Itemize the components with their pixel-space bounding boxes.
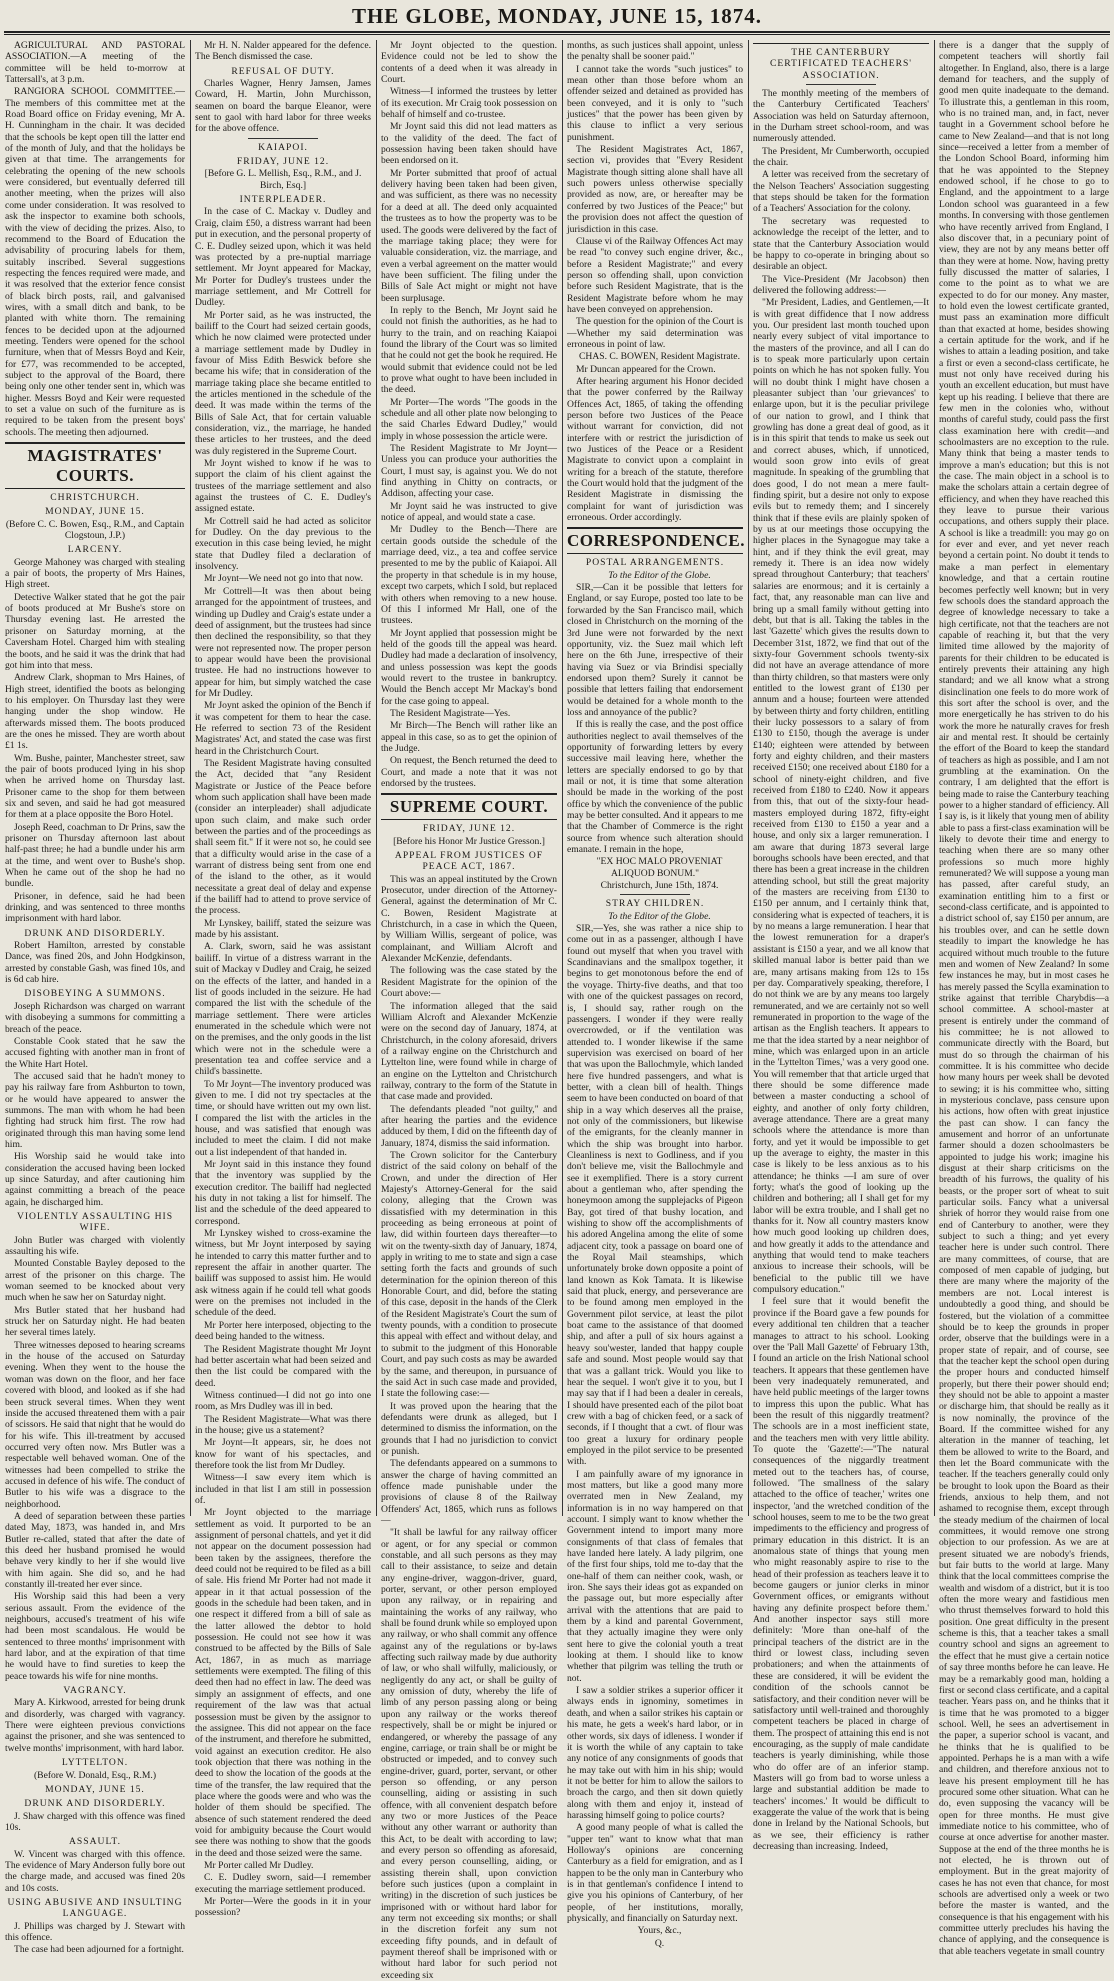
article-paragraph: Mr Joynt—We need not go into that now. [204,573,364,585]
signature-line: CHAS. C. BOWEN, Resident Magistrate. [579,351,740,363]
article-paragraph: His Worship said this had been a very serious assault. From the evidence of the neighbours, accused's treatment of his wife had been most scandalous. He would be sentenced to three months' imprisonment with hard labor, and at the expiration of that time he would have to find sureties to keep the peace towards his wife for nine months. [5,1591,185,1682]
article-paragraph: Mr H. N. Nalder appeared for the defence. The Bench dismissed the case. [195,40,371,63]
article-paragraph: The accused said that he hadn't money to pay his railway fare from Ashburton to town, or he would have appeared to answer the summons. The man with whom he had been fighting had struck him first. The row had originated through this man having some lend him. [5,1070,185,1150]
article-paragraph: Mr Joynt said in this instance they found that the inventory was supplied by the execution creditor. The bailiff had neglected his duty in not taking a list for himself. The list and the schedule of the deed appeared to correspond. [195,1159,371,1227]
case-heading: DRUNK AND DISORDERLY. [24,1798,166,1810]
article-paragraph: The monthly meeting of the members of the Canterbury Certificated Teachers' Association was held on Saturday afternoon, in the Durham street school-room, and was numerously attended. [753,88,929,145]
article-paragraph: SIR,—Can it be possible that letters for England, or say Europe, posted too late to be forwarded by the San Francisco mail, which closed in Christchurch on the morning of the 3rd June were not forwarded by the next opportunity, viz. the Suez mail which left here on the 6th June, irrespective of their having via Suez or via Brindisi specially endorsed upon them? Surely it cannot be possible that letters failing that endorsement would be detained for a whole month to the loss and annoyance of the public? [567,582,743,718]
subheading: MONDAY, JUNE 15. [45,1783,145,1795]
case-heading: VAGRANCY. [63,1685,127,1697]
article-paragraph: AGRICULTURAL AND PASTORAL ASSOCIATION.—A meeting of the committee will be held to-morrow at Tattersall's, at 3 p.m. [5,40,185,86]
article-paragraph: Wm. Bushe, painter, Manchester street, saw the pair of boots produced lying in his shop when he arrived home on Thursday last. Prisoner came to the shop for them between six and seven, and said he had got measured for them at a place opposite the Boro Hotel. [5,752,185,821]
subheading: KAIAPOI. [258,141,308,153]
article-paragraph: Mr Porter—The words "The goods in the schedule and all other plate now belonging to the said Charles Edward Dudley," would imply in whose possession the article were. [381,396,557,442]
article-paragraph: Mr Joynt objected to the marriage settlement as void. It purported to be an assignment of personal chattels, and yet it did not appear on the document possession had been taken by the assignees, therefore the deed could not be required to be filed as a bill of sale. His friend Mr Porter had not made it appear in it that actual possession of the goods in the schedule had been taken, and in one respect it differed from a bill of sale as the latter allowed the debtor to hold possession. He could not see how it was construed to be affected by the Bills of Sale Act, 1867, in as much as marriage settlements were exempted. The filing of this deed then had no effect in law. The deed was simply an assignment of effects, and one requirement of the law was that actual possession must be given by the assignor to the assignee. This did not appear on the face of the instrument, and therefore he submitted, void against an execution creditor. He also took objection that there was nothing in the deed to show the location of the goods at the time of the transfer, the law required that the place where the goods were and who was the holder of them should be specified. The absence of such statement rendered the deed void for ambiguity because the Court would see there was nothing to show that the goods in the deed and those seized were the same. [195,1507,371,1859]
article-paragraph: The President, Mr Cumberworth, occupied the chair. [753,145,929,169]
article-paragraph: Mr Joynt objected to the question. Evidence could not be led to show the contents of a deed when it was already in Court. [381,40,557,86]
divider [248,138,318,139]
subheading: FRIDAY, JUNE 12. [422,823,516,835]
subheading: MONDAY, JUNE 15. [45,506,145,518]
article-paragraph: W. Vincent was charged with this offence. The evidence of Mary Anderson fully bore out the charge made, and accused was fined 20s and 10s costs. [5,1848,185,1894]
article-paragraph: Mr Lynskey wished to cross-examine the witness, but Mr Joynt interposed by saying he intended to carry this matter further and to represent the affair in another quarter. The bailiff was supposed to assist him. He would ask witness again if he could tell what goods were on the premises not included in the schedule of the deed. [195,1228,371,1319]
article-paragraph: The case had been adjourned for a fortnight. [14,1944,184,1956]
article-paragraph: Three witnesses deposed to hearing screams in the house of the accused on Saturday evening. When they went to the house the woman was down on the floor, and her face covered with blood, and looked as if she had been struck several times. When they went inside the accused threatened them with a pair of scissors. He said that night that he would do for his wife. This ill-treatment by accused occurred very often now. Mrs Butler was a respectable well behaved woman. One of the witnesses had been compelled to strike the accused in defence of his wife. The conduct of Butler to his wife was a disgrace to the neighborhood. [5,1339,185,1510]
article-paragraph: Mrs Butler stated that her husband had struck her on Saturday night. He had beaten her several times lately. [5,1304,185,1339]
article-paragraph: J. Shaw charged with this offence was fined 10s. [5,1810,185,1833]
article-paragraph: Joseph Reed, coachman to Dr Prins, saw the prisoner on Thursday afternoon last about half-past three; he had a bundle under his arm at the time, and went over to Bushe's shop. When he came out of the shop he had no bundle. [5,821,185,890]
article-paragraph: The Resident Magistrate having consulted the Act, decided that "any Resident Magistrate or Justice of the Peace before whom such application shall have been made (consider an interpleader) shall adjudicate upon such claim, and make such order between the parties and of the proceedings as shall seem fit." If it were not so, he could see that a difficulty would arise in the case of a warrant of distress being sent from one end of the island to the other, as it would necessitate a great deal of delay and expense if the bailiff had to attend to prove service of the process. [195,757,371,917]
case-heading: ASSAULT. [69,1836,121,1848]
article-paragraph: SIR,—Yes, she was rather a nice ship to come out in as a passenger, although I have found out myself that when you travel with Scandinavians and the smallpox together, it begins to get monotonous before the end of the voyage. Thirty-five deaths, and that too with one of the quickest passages on record, is, I should say, rather rough on the passengers. I wonder if they were really overcrowded, or if the ventilation was attended to. I wonder likewise if the same supervision was exercised on board of her that was upon the Ballochmyle, which landed here five hundred passengers, and what is better, with a clean bill of health. Things seem to have been conducted on board of that ship in a way which deserves all the praise, not only of the commissioners, but likewise of the emigrants, for the cleanly manner in which the ship was brought into harbor. Cleanliness is next to Godliness, and if you don't believe me, visit the Ballochmyle and see it exemplified. There is a story current about a gentleman who, after spending the honeymoon among the supplejacks of Pigeon Bay, got tired of that bushy location, and wishing to show off the accomplishments of his adored Angelina among the elite of some adjacent city, took a passage on board one of the Royal Mail steamships, which unfortunately broke down opposite a point of land known as Kok Tamata. It is likewise said that pluck, energy, and perseverance are to be found among men employed in the Government pilot service, at least the pilot boat came to the assistance of that doomed ship, and after a pull of six hours against a heavy sou'wester, landed that happy couple safe and sound. Most people would say that that was a gallant trick. Would you like to hear the sequel. I won't give it to you, but I may say that if I had been a dealer in cereals, I should have presented each of the pilot boat crew with a bag of chicken feed, or a sack of seconds, if I thought that a cwt. of flour was too great a luxury for ordinary people employed in the pilot service to be presented with. [567,923,743,1468]
case-heading: DISOBEYING A SUMMONS. [24,988,166,1000]
case-heading: USING ABUSIVE AND INSULTING LANGUAGE. [7,1896,183,1920]
article-paragraph: there is a danger that the supply of competent teachers will shortly fail altogether. In England, also, there is a large demand for teachers, and the supply of good men quite inadequate to the demand. To illustrate this, a gentleman in this room, who is no trained man, and, in fact, never taught in a Government school before he came to New Zealand—and that is not long since—received a letter from a member of the London School Board, informing him that he was appointed to the Stepney endowed school, if he chose to go to England, and the appointment to a large London school was guaranteed in a few months. In conversing with those gentlemen who have recently arrived from England, I also discover that, in a pecuniary point of view, they are not by any means better off than they were at home. Now, having pretty fully discussed the matter of salaries, I come to the point as to what we are expected to do for our money. Any master, to hold even the lowest certificate granted, must pass an examination more difficult than that exacted at home, besides showing a certain aptitude for the work, and if he wishes to attain a leading position, and take a first or even a second-class certificate, he must not only have received during his youth an excellent education, but must have kept up his reading. I believe that there are few men in the colonies who, without months of careful study, could pass the first class examination here with credit—and schoolmasters are no exception to the rule. Many think that being a master tends to improve a man's education; but this is not the case. The main object in a school is to make the scholars attain a certain degree of efficiency, and when they have reached this they leave to pursue their various occupations, and others supply their place. A school is like a treadmill: you may go on for ever and ever, and yet never reach beyond a certain point. No doubt it tends to make a man perfect in elementary knowledge, and that a certain routine becomes perfectly well known; but in very few schools does the standard approach the degree of knowledge necessary to take a high certificate, not that the teachers are not capable of reaching it, but that the very limited time allowed by the majority of parents for their children to be educated is entirely prevents their attaining any high standard; and we all know what a strong disinclination one feels to do more work of this sort after the school is over, and the more energetically he has striven to do his work the more he naturally craves for fresh air and mental rest. It should be certainly the effort of the Board to keep the standard of teachers as high as possible, and I am not grumbling at the examination. On the contrary, I am delighted that the effort is being made to raise the Canterbury teaching power to a higher standard of efficiency. All I say is, is it likely that young men of ability able to pass a first-class examination will be likely to devote their time and energy to teaching when there are so many other professions so much more highly remunerated? We will suppose a young man has passed, after careful study, an examination entitling him to a first or second-class certificate, and is appointed to a district school of, say £150 per annum, are his troubles over, and can he settle down steadily to impart the knowledge he has acquired without much trouble to the future men and women of New Zealand? In some few instances he may, but in most cases he has merely passed the Scylla examination to strike against that terrible Charybdis—a school committee. A school-master at present is entirely under the command of his committee; he is not allowed to communicate directly with the Board, but must do so through the chairman of his committee. It is his committee who decide how many hours per week shall be devoted to sewing; it is his committee who, sitting in mysterious conclave, pass censure upon his actions, how often with great injustice the past can show. I can fancy the amusement and horror of an unfortunate farmer should a dozen schoolmasters be appointed to judge his work; imagine his disgust at their sharp criticisms on the breadth of his furrows, the quality of his beasts, or the proper sort of wheat to suit particular soils. Fancy what a universal shriek of horror they would raise from one end of Canterbury to another, were they subject to such a thing; and yet every teacher here is under such control. There are many committees, of course, that are composed of men capable of judging, but there are many where the majority of the members are not. Local interest is undoubtedly a good thing, and should be fostered, but the violation of a committee should be to keep the grounds in proper order, observe that the buildings were in a proper state of repair, and of course, see that the teacher kept the school open during the proper hours and conducted himself properly, but there their power should end; they should not be able to appoint a master or discharge him, that should be really as it is now nominally, the province of the Board. If the committee wished for any alteration in the manner of teaching, let them be allowed to write to the Board, and then let the Board communicate with the teacher. If the teachers generally could only be brought to look upon the Board as their friends, anxious to help them, and not ashamed to recognise them, except through the steady medium of the chairmen of local committees, it would remove one strong objection to our profession. As we are at present situated we are nobody's friends, but fair butts to the world at large. Many think that the local committees comprise the wealth and wisdom of a district, but it is too often the more weary and fastidious men who thrust themselves forward to hold this position. One great difficulty in the present scheme is this, that a teacher takes a small country school and signs an agreement to the effect that he must give a certain notice of say three months before he can leave. He may be a remarkably good man, holding a first or second class certificate, and a capital teacher. Years pass on, and he thinks that it is time that he was promoted to a bigger school. Well, he sees an advertisement in the paper, a superior school is vacant, and he thinks that he is qualified to be appointed. Perhaps he is a man with a wife and children, and therefore anxious not to leave his present employment till he has procured some other situation. What can he do, even supposing the vacancy will be open for three months. He must give immediate notice to his committee, who of course at once advertise for another master. Suppose at the end of the three months he is not elected, he is thrown out of employment. But in the great majority of cases he has not even that chance, for most schools are advertised only a week or two before the master is wanted, and the consequence is that his engagement with his committee utterly precludes his having the chance of applying, and the consequence is that able teachers vegetate in small country [939,40,1109,1957]
column-1 [5,40,185,1956]
article-paragraph: I feel sure that it would benefit the province if the Board gave a few pounds for every additional ten children that a teacher manages to attract to his school. Looking over the 'Pall Mall Gazette' of February 13th, I found an article on the Irish National school teachers. It appears that these gentlemen have been very inadequately remunerated, and have held public meetings of the larger towns to impress this upon the public. What has been the result of this niggardly treatment? The schools are in a most inefficient state, and the teachers men with very little ability. To quote the 'Gazette':—"The natural consequences of the niggardly treatment meted out to the teachers has, of course, followed. 'The smallness of the salary attached to the office of teacher,' writes one inspector, 'and the wretched condition of the school houses, seem to me to be the two great impediments to the efficiency and progress of primary education in this district. It is an anomalous state of things that young men who might reasonably aspire to rise to the head of their profession as teachers leave it to become gaugers or junior clerks in minor Government offices, or emigrants without having any definite prospect before them.' And another inspector says still more definitely: 'More than one-half of the principal teachers of the district are in the third or lowest class, including seven probationers; and when the attainments of these are considered, it will be evident the condition of the schools cannot be satisfactory, and their condition never will be satisfactory until well-trained and thoroughly competent teachers be placed in charge of them. The prospect of attaining this end is not encouraging, as the supply of male candidate teachers is yearly diminishing, while those who do offer are of an inferior stamp. Masters will go from bad to worse unless a large and substantial addition be made to teachers' incomes.' It would be difficult to exaggerate the value of the work that is being done in Ireland by the National Schools, but as we see, their efficiency is rather decreasing than increasing. Indeed, [753,1296,929,1852]
column-6 [939,40,1109,1957]
article-paragraph: Mr Joynt—It appears, sir, he does not know for want of his spectacles, and therefore took the list from Mr Dudley. [195,1437,371,1471]
article-paragraph: The Crown solicitor for the Canterbury district of the said colony on behalf of the Crown, and under the direction of Her Majesty's Attorney-General for the said colony, alleging that the Crown was dissatisfied with my determination in this proceeding as being erroneous at point of law, did within fourteen days thereafter—to wit on the twenty-sixth day of January, 1874, apply in writing to me to state and sign a case setting forth the facts and grounds of such determination for the opinion thereon of this Honorable Court, and did, before the stating of this case, deposit in the hands of the Clerk of the Resident Magistrate's Court the sum of twenty pounds, with a condition to prosecute this appeal with effect and without delay, and to submit to the judgment of this Honorable Court, and pay such costs as may be awarded by the same, and thereupon, in pursuance of the said Act in such case made and provided, I state the following case:— [381,1149,557,1400]
subheading: CHRISTCHURCH. [50,492,140,504]
divider [806,84,876,85]
article-paragraph: Mounted Constable Bayley deposed to the arrest of the prisoner on this charge. The woman seemed to be knocked about very much when he saw her on Saturday night. [5,1258,185,1304]
article-paragraph: In the case of C. Mackay v. Dudley and Craig, claim £50, a distress warrant had been put in execution, and the personal property of C. E. Dudley seized upon, which it was held was protected by a pre-nuptial marriage settlement. Mr Joynt appeared for Mackay, Mr Porter for Dudley's trustees under the marriage settlement, and Mr Cottrell for Dudley. [195,206,371,309]
subheading: LYTTELTON. [61,1757,129,1769]
article-paragraph: Mr Porter called Mr Dudley. [204,1859,314,1871]
case-heading: VIOLENTLY ASSAULTING HIS WIFE. [16,1211,174,1234]
article-paragraph: Mr Porter here interposed, objecting to the deed being handed to the witness. [195,1319,371,1343]
article-paragraph: A deed of separation between these parties dated May, 1873, was handed in, and Mrs Butler re-called, stated that after the date of this deed her husband promised he would behave very kindly to her if she would live with him again. She did so, and he had constantly ill-treated her ever since. [5,1510,185,1590]
section-heading: SUPREME COURT. [381,793,557,820]
article-paragraph: A letter was received from the secretary of the Nelson Teachers' Association suggesting that steps should be taken for the formation of a Teachers' Association for the colony. [753,169,929,215]
article-paragraph: I saw a soldier strikes a superior officer it always ends in ignominy, sometimes in death, and when a sailor strikes his captain or his mate, he gets a week's hard labor, or in other words, six days of idleness. I wonder if it is worth the while of any captain to take any notice of any consignments of goods that he may take out with him in his ship; would it not be better for him to allow the sailors to broach the cargo, and then sit down quietly along with them and enjoy it, instead of harassing himself going to police courts? [567,1685,743,1821]
article-paragraph: Mr Joynt asked the opinion of the Bench if it was competent for them to hear the case. He referred to section 73 of the Resident Magistrates' Act, and stated the case was first heard in the Christchurch Court. [195,700,371,757]
article-title: THE CANTERBURY CERTIFICATED TEACHERS' ASSOCIATION. [753,43,929,81]
article-paragraph: Prisoner, in defence, said he had been drinking, and was sentenced to three months imprisonment with hard labor. [5,890,185,925]
article-paragraph: The Resident Magistrate thought Mr Joynt had better ascertain what had been seized and then the list could be compared with the deed. [195,1343,371,1389]
article-paragraph: Mary A. Kirkwood, arrested for being drunk and disorderly, was charged with vagrancy. There were eighteen previous convictions against the prisoner, and she was sentenced to twelve months' imprisonment, with hard labor. [5,1697,185,1754]
letter-title: STRAY CHILDREN. [605,898,705,910]
article-paragraph: Witness—I informed the trustees by letter of its execution. Mr Craig took possession on behalf of himself and co-trustee. [381,86,557,121]
article-paragraph: "It shall be lawful for any railway officer or agent, or for any special or common constable, and all such persons as they may call to their assistance, to seize and detain any engine-driver, waggon-driver, guard, porter, servant, or other person employed upon any railway, or in repairing and maintaining the works of any railway, who shall be found drunk while so employed upon any railway, or who shall commit any offence against any of the regulations or by-laws affecting such railway made by due authority of law, or who shall wilfully, maliciously, or negligently do any act, or shall be guilty of any omission of duty, whereby the life of limb of any person passing along or being upon any railway or the works thereof respectively, shall be or might be injured or endangered, or whereby the passage of any engine, carriage, or train shall be or might be obstructed or impeded, and to convey such engine-driver, guard, porter, servant, or other person so offending, or any person counselling, aiding or assisting in such offence, with all convenient despatch before any two or more Justices of the Peace without any other warrant or authority than this Act, to be dealt with according to law; and every person so offending as aforesaid, and every person counselling, aiding, or assisting therein shall, upon conviction before such justices (upon a complaint in writing) in the discretion of such justices be imprisoned with or without hard labor for any term not exceeding six months; or shall in the discretion forfeit any sum not exceeding fifty pounds, and in default of payment thereof shall be imprisoned with or without hard labor for such period not exceeding six [381,1527,557,1981]
column-4 [567,40,745,1949]
article-paragraph: It was proved upon the hearing that the defendants were drunk as alleged, but I determined to dismiss the information, on the grounds that I had no jurisdiction to convict or punish. [381,1400,557,1457]
column-rule [562,40,563,1516]
article-paragraph: Mr Joynt applied that possession might be held of the goods till the appeal was heard. Dudley had made a declaration of insolvency, and unless possession was kept the goods would revert to the trustee in bankruptcy. Would the Bench accept Mr Mackay's bond for the case going to appeal. [381,627,557,707]
article-paragraph: On request, the Bench returned the deed to Court, and made a note that it was not endorsed by the trustees. [381,755,557,789]
article-paragraph: The defendants pleaded "not guilty," and after hearing the parties and the evidence adduced by them, I did on the fifteenth day of January, 1874, dismiss the said information. [381,1103,557,1149]
article-paragraph: After hearing argument his Honor decided that the power conferred by the Railway Offences Act, 1865, of taking the offending person before two Justices of the Peace without warrant for conviction, did not interfere with or restrict the jurisdiction of two Justices of the Peace or a Resident Magistrate to convict upon a complaint in writing for a breach of the statute, therefore the Court would hold that the judgment of the Resident Magistrate in dismissing the complaint for want of jurisdiction was erroneous. Order accordingly. [567,375,743,524]
article-paragraph: J. Phillips was charged by J. Stewart with this offence. [5,1920,185,1943]
article-paragraph: Constable Cook stated that he saw the accused fighting with another man in front of the White Hart Hotel. [5,1035,185,1070]
masthead [0,4,1114,30]
court-bench: (Before C. C. Bowen, Esq., R.M., and Captain Clogstoun, J.P.) [5,518,185,542]
divider [620,894,690,895]
article-paragraph: The Vice-President (Mr Jacobson) then delivered the following address:— [753,273,929,296]
column-rule [376,40,377,1516]
court-bench: (Before W. Donald, Esq., R.M.) [33,1769,157,1781]
article-paragraph: Mr Porter said, as he was instructed, the bailiff to the Court had seized certain goods, which he now claimed were protected under a marriage settlement made by Dudley in favour of Miss Edith Beswick before she became his wife; that in consideration of the marriage taking place she became entitled to the articles mentioned in the schedule of the deed. It was made within the terms of the Bills of Sale Act, that for certain valuable consideration, viz., the marriage, he handed these articles to her trustees, and the deed was duly registered in the Supreme Court. [195,309,371,457]
article-paragraph: Mr Joynt said this did not lead matters as to the validity of the deed. The fact of possession having been taken should have been endorsed on it. [381,121,557,167]
case-heading: DRUNK AND DISORDERLY. [24,927,166,939]
article-paragraph: "Mr President, Ladies, and Gentlemen,—It is with great diffidence that I now address you. Our president last month touched upon nearly every subject of vital importance to the masters of the province, and all I can do is to speak more particularly upon certain points on which he has not spoken fully. You will no doubt think I might have chosen a pleasanter subject than 'our grievances' to enlarge upon, but it is the peculiar privilege of our nation to growl, and I think that growling has done a great deal of good, as it is in this spirit that tends to make us seek out and correct abuses, which, if unnoticed, would soon grow into evils of great magnitude. In speaking of the grumbling that does good, I do not mean a mere fault-finding spirit, but a desire not only to expose evils but to remedy them; and I sincerely think that if these evils are plainly spoken of by us at our meetings those occupying the higher places in the Synagogue may take a hint, and if they think the evil great, may remedy it. There is an idea now widely spread throughout Canterbury; that teachers' salaries are enormous; and it is certainly a fact, that, any reasonable man can live and bring up a small family without getting into debt, but that is all. Taking the tables in the last 'Gazette' which gives the results down to December 31st, 1872, we find that out of the sixty-four Government schools twenty-six did not have an average attendance of more than thirty children, so that masters were only entitled to the lowest grant of £130 per annum and a house; fourteen were attended by between thirty and forty children, entitling their lucky possessors to a salary of from £130 to £150, though the average is under £140; eighteen were attended by between forty and eighty children, and their masters received £150; one received about £180 for a school of ninety-eight children, and five received from £180 to £240. Now it appears from this, that out of the sixty-four head-masters employed during 1872, fifty-eight received from £130 to £150 a year and a house, and only six a larger remuneration. I am aware that during 1873 several large boroughs schools have been erected, and that there has been a great increase in the children attending school, but still the great majority of the masters are receiving from £130 to £150 per annum, and I certainly think that, considering what is expected of teachers, it is by no means a large remuneration. I hear that the lowest remuneration for a draper's assistant is £150 a year, and we all know that skilled manual labor is better paid than we are, many artisans making from 12s to 15s per day. Comparatively speaking, therefore, I do not think we are by any means too largely remunerated, and we are certainly not so well remunerated in proportion to the wage of the artisan as the English teachers. It appears to me that the idea started by a near neighbor of mine, which was enlarged upon in an article in the 'Lyttelton Times,' was a very good one. You will remember that that article urged that there should be some difference made between a master conducting a school of eighty, and another of only forty children, average attendance. There are a great many schools where the attendance is more than forty, and yet it would be impossible to get up the average to eighty, the master in this case is likely to be less anxious as to his attendance; he thinks —I am sure of over forty; what's the good of looking up the children and bothering; all I shall get for my labor will be extra trouble, and I shall get no thanks for it. Now all country masters know how much good looking up children does, and how greatly it adds to the attendance and anything that would tend to make teachers anxious to increase their schools, will be beneficial to the public till we have compulsory education." [753,297,929,1296]
article-paragraph: months, as such justices shall appoint, unless the penalty shall be sooner paid." [567,40,743,63]
column-5 [753,40,929,1852]
article-paragraph: A good many people of what is called the "upper ten" want to know what that man Holloway's opinions are concerning Canterbury as a field for emigration, and as I happen to be the only man in Canterbury who is in that gentleman's confidence I intend to give you his opinions of Canterbury, of her people, of her institutions, morally, physically, and financially on Saturday next. [567,1822,743,1924]
header-rule [4,31,1110,33]
article-paragraph: Mr Joynt said he was instructed to give notice of appeal, and would state a case. [381,500,557,524]
article-paragraph: The Resident Magistrate—What was there in the house; give us a statement? [195,1413,371,1436]
case-heading: LARCENY. [67,544,123,556]
article-paragraph: I am painfully aware of my ignorance in most matters, but like a good many more overrated men in New Zealand, my information is in no way hampered on that account. I simply want to know whether the Government intend to import many more consignments of that class of females that have landed here lately. A lady pilgrim, one of the first four ships, told me to-day that the one-half of them can neither cook, wash, or iron. She says their ideas got as expanded on the passage out, but more especially after arrival with the attentions that are paid to them by a kind and parental Government, that they actually imagine they were only sent here to give the colonial youth a treat looking at them. I should like to know whether that pilgrim was telling the truth or not. [567,1468,743,1684]
article-paragraph: If this is really the case, and the post office authorities neglect to avail themselves of the opportunity of forwarding letters by every successive mail leaving here, whether the letters are specially endorsed to go by that mail or not, it is time that some alteration should be made in the working of the post office by which the convenience of the public may be better consulted. And it appears to me that the Chamber of Commerce is the right source from whence such alteration should emanate. I remain in the hope, [567,719,743,856]
dateline: Christchurch, June 15th, 1874. [600,880,719,892]
column-3 [381,40,557,1981]
article-paragraph: The question for the opinion of the Court is—Whether my said determination was erroneous in point of law. [567,316,743,350]
masthead-title: THE GLOBE, MONDAY, JUNE 15, 1874. [351,4,763,28]
article-paragraph: To Mr Joynt—The inventory produced was given to me. I did not try spectacles at the time, or should have written out my own list. I compared the list with the articles in the house, and was satisfied that enough was included to meet the claim. I did not make out a list independent of that handed in. [195,1078,371,1158]
article-paragraph: A. Clark, sworn, said he was assistant bailiff. In virtue of a distress warrant in the suit of Mackay v Dudley and Craig, he seized on the effects of the latter, and handed in a list of goods included in the seizure. He had compared the list with the schedule of the marriage settlement. There were articles enumerated in the schedule which were not on the premises, and the only goods in the list which were not in the schedule were a presentation tea and coffee service and a child's bassinette. [195,941,371,1078]
article-paragraph: Witness—I saw every item which is included in that list I am still in possession of. [195,1472,371,1506]
article-paragraph: The following was the case stated by the Resident Magistrate for the opinion of the Court above:— [381,965,557,1000]
header-rule-thin [4,34,1110,35]
letter-address: To the Editor of the Globe. [608,910,711,922]
article-paragraph: The information alleged that the said William Alcroft and Alexander McKenzie were on the second day of January, 1874, at Christchurch, in the colony aforesaid, drivers of a railway engine on the Christchurch and Lyttelton line, were found while in charge of an engine on the Lyttelton and Christchurch railway, contrary to the form of the Statute in that case made and provided. [381,1000,557,1103]
article-paragraph: Mr Porter—Were the goods in it in your possession? [195,1896,371,1919]
article-paragraph: Witness continued—I did not go into one room, as Mrs Dudley was ill in bed. [195,1389,371,1413]
article-paragraph: John Butler was charged with violently assaulting his wife. [5,1234,185,1258]
article-paragraph: Mr Lynskey, bailiff, stated the seizure was made by his assistant. [195,917,371,941]
article-paragraph: Clause vi of the Railway Offences Act may be read "to convey such engine driver, &c., before a Resident Magistrate;" and every person so offending shall, upon conviction before such Resident Magistrate, that is the Resident Magistrate before whom he may have been conveyed on apprehension. [567,235,743,315]
article-paragraph: Mr Joynt wished to know if he was to support the claim of his client against the trustees of the marriage settlement and also against the trustees of C. E. Dudley's assigned estate. [195,458,371,515]
signature-initial: Q. [654,1937,665,1949]
article-paragraph: The defendants appeared on a summons to answer the charge of having committed an offence made punishable under the provisions of clause 8 of the Railway Offenders' Act, 1865, which runs as follows— [381,1458,557,1526]
case-heading: REFUSAL OF DUTY. [231,65,335,77]
article-paragraph: This was an appeal instituted by the Crown Prosecutor, under direction of the Attorney-General, against the determination of Mr C. C. Bowen, Resident Magistrate at Christchurch, in a case in which the Queen, by William Willis, sergeant of police, was complainant, and William Alcroft and Alexander McKenzie, defendants. [381,873,557,965]
column-rule [748,40,749,1516]
article-paragraph: I cannot take the words "such justices" to mean other than those before whom an offender seized and detained as provided has been conveyed, and it is only to "such justices" that the power has been given by this clause to inflict a very serious punishment. [567,63,743,143]
article-paragraph: Mr Dudley to the Bench—There are certain goods outside the schedule of the marriage deed, viz., a tea and coffee service presented to me by the public of Kaiapoi. All the property in that schedule is in my house, except two carpets, which I sold, but replaced with others when removing to a new house. Of this I informed Mr Hall, one of the trustees. [381,524,557,627]
court-bench: [Before G. L. Mellish, Esq., R.M., and J. Birch, Esq.] [204,168,362,191]
article-paragraph: Mr Cottrell said he had acted as solicitor for Dudley. On the day previous to the execution in this case being levied, he might state that Dudley filed a declaration of insolvency. [195,515,371,573]
article-paragraph: Mr Duncan appeared for the Crown. [576,363,716,375]
article-paragraph: Mr Birch—The Bench will rather like an appeal in this case, so as to get the opinion of the Judge. [381,720,557,754]
article-paragraph: In reply to the Bench, Mr Joynt said he could not finish the authorities, as he had to hurry to the train, and on reaching Kaiapoi found the library of the Court was so limited that he could not get the book he required. He would submit that evidence could not be led to prove what ought to have been included in the deed. [381,304,557,396]
letter-address: To the Editor of the Globe. [608,569,711,581]
column-2 [195,40,371,1919]
column-rule [190,40,191,1516]
case-heading: APPEAL FROM JUSTICES OF PEACE ACT, 1867. [394,850,544,873]
article-paragraph: RANGIORA SCHOOL COMMITTEE.—The members of this committee met at the Road Board office on Friday evening, Mr A. H. Cunningham in the chair. It was decided that the schools be kept open till the latter end of the month of July, and that the holidays be given at that time. The arrangements for celebrating the opening of the new schools were considered, but eventually deferred till another meeting, when the prizes will also come under consideration. It was resolved to ask the inspector to examine both schools, with the view of deciding the prizes. Also, to recommend to the Board of Education the advisability of procuring labels for them, suitably inscribed. Several suggestions respecting the fences required were made, and it was resolved that the exterior fence consist of black birch posts, rail, and galvanised wires, with a small ditch and bank, to be planted with white thorn. The remaining fences to be decided upon at the adjourned meeting. Tenders were opened for the school furniture, when that of Messrs Boyd and Keir, for £77, was recommended to be accepted, subject to the approval of the Board, there being only one other tender sent in, which was higher. Messrs Boyd and Keir were requested to set a value on such of the furniture as is required to be taken from the present boys' schools. The meeting then adjourned. [5,86,185,438]
article-paragraph: The Resident Magistrate—Yes. [390,707,511,719]
article-paragraph: C. E. Dudley sworn, said—I remember executing the marriage settlement produced. [195,1872,371,1895]
article-paragraph: The Resident Magistrate to Mr Joynt—Unless you can produce your authorities the Court, I must say, is against you. We do not find anything in Chitty on contracts, or Addison, affecting your case. [381,443,557,500]
article-paragraph: Charles Wagner, Henry Jamsen, James Coward, H. Martin, John Murchisson, seamen on board the barque Eleanor, were sent to gaol with hard labor for three weeks for the above offence. [195,78,371,135]
article-paragraph: George Mahoney was charged with stealing a pair of boots, the property of Mrs Haines, High street. [5,556,185,591]
signature-line: Yours, &c., [637,1925,682,1937]
court-bench: [Before his Honor Mr Justice Gresson.] [393,835,545,847]
subheading: FRIDAY, JUNE 12. [236,156,330,168]
section-heading: CORRESPONDENCE. [567,527,743,554]
article-paragraph: Detective Walker stated that he got the pair of boots produced at Mr Bushe's store on Thursday evening last. He arrested the prisoner on Saturday morning, at the Caversham Hotel. Charged him with stealing the boots, and he said it was the drink that had got him into that mess. [5,591,185,671]
case-heading: INTERPLEADER. [239,194,327,206]
signature-line: "EX HOC MALO PROVENIAT ALIQUOD BONUM." [596,856,723,879]
article-paragraph: Mr Porter submitted that proof of actual delivery having been taken had been given, and was sufficient, as there was no necessity for a deed at all. The deed only acquainted the trustees as to how the property was to be used. The goods were delivered by the fact of the marriage taking place; they were for valuable consideration, viz. the marriage, and even a verbal agreement on the matter would have been sufficient. The filing under the Bills of Sale Act might or might not have been surplusage. [381,167,557,304]
article-paragraph: Robert Hamilton, arrested by constable Dance, was fined 20s, and John Hodgkinson, arrested by constable Gash, was fined 10s, and is 6d cab hire. [5,940,185,986]
section-heading: MAGISTRATES' COURTS. [5,442,185,489]
article-paragraph: Joseph Richardson was charged on warrant with disobeying a summons for committing a breach of the peace. [5,1000,185,1035]
article-paragraph: The secretary was requested to acknowledge the receipt of the letter, and to state that the Canterbury Association would be happy to co-operate in bringing about so desirable an object. [753,215,929,273]
article-paragraph: The Resident Magistrates Act, 1867, section vi, provides that "Every Resident Magistrate though sitting alone shall have all such powers unless otherwise specially provided as now, are, or hereafter may be conferred by two Justices of the Peace;" but the provision does not affect the question of jurisdiction in this case. [567,144,743,235]
letter-title: POSTAL ARRANGEMENTS. [585,557,725,569]
article-paragraph: His Worship said he would take into consideration the accused having been locked up since Saturday, and after cautioning him against committing a breach of the peace again, he discharged him. [5,1151,185,1208]
article-paragraph: Andrew Clark, shopman to Mrs Haines, of High street, identified the boots as belonging to his employer. On Thursday last they were hanging under the shop window. He afterwards missed them. The boots produced are the ones he missed. They are worth about £1 1s. [5,672,185,752]
column-rule [934,40,935,1516]
article-paragraph: Mr Cottrell—It was then about being arranged for the appointment of trustees, and winding up Dudley and Craig's estate under a deed of assignment, but the trustees had since then declined the responsibility, so that they were not represented now. The proper person to appear would have been the provisional trustee. He had no instructions however to appear for him, but simply watched the case for Mr Dudley. [195,585,371,699]
